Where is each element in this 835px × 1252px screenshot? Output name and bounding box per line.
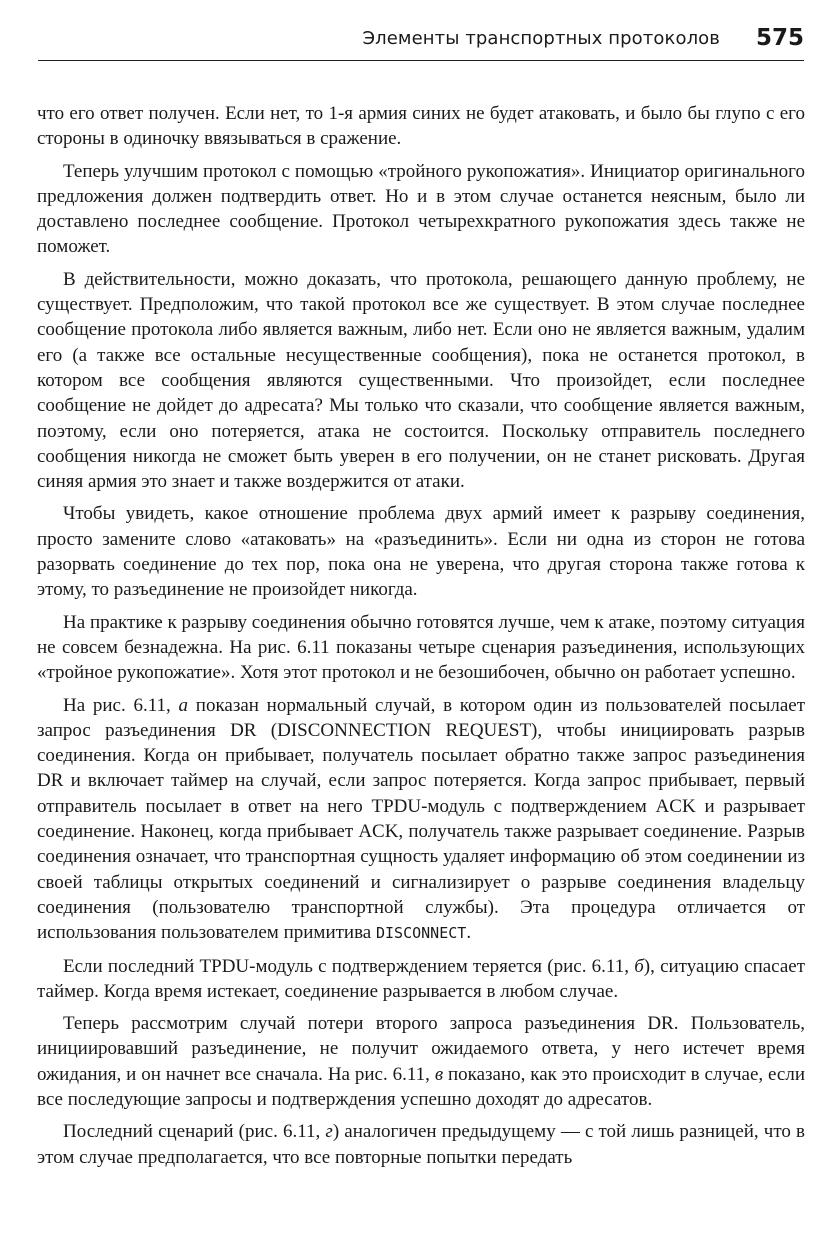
paragraph-8-start: Теперь рассмотрим случай потери второго запроса разъединения DR. Пользователь, инициировавший разъединение, не получит ожидаемого ответа, у него истечет время ожидания, и он начнет все сначала. На рис. 6.11,: [37, 1013, 805, 1085]
figure-letter-g: г: [325, 1121, 333, 1143]
body-text: [37, 101, 805, 1177]
paragraph-9-start: Последний сценарий (рис. 6.11,: [63, 1121, 321, 1143]
paragraph-3: В действительности, можно доказать, что протокола, решающего данную проблему, не существует. Предположим, что такой протокол все же существует. В этом случае последнее сообщение протокола либо является важным, либо нет. Если оно не является важным, удалим его (а также все остальные несущественные сообщения), пока не останется протокол, в котором все сообщения являются существенными. Что произойдет, если последнее сообщение не дойдет до адресата? Мы только что сказали, что сообщение является важным, поэтому, если оно потеряется, атака не состоится. Поскольку отправитель последнего сообщения никогда не сможет быть уверен в его получении, он не станет рисковать. Другая синяя армия это знает и также воздержится от атаки.: [37, 268, 805, 493]
figure-letter-v: в: [434, 1063, 444, 1085]
primitive-name: DISCONNECT: [376, 924, 467, 943]
paragraph-6-body: показан нормальный случай, в котором один из пользователей посылает запрос разъединения DR (DISCONNECTION REQUEST), чтобы инициировать разрыв соединения. Когда он прибывает, получатель посылает обратно также запрос разъединения DR и включает таймер на случай, если запрос потеряется. Когда запрос прибывает, первый отправитель посылает в ответ на него TPDU-модуль с подтверждением ACK и разрывает соединение. Наконец, когда прибывает ACK, получатель также разрывает соединение. Разрыв соединения означает, что транспортная сущность удаляет информацию об этом соединении из своей таблицы открытых соединений и сигнализирует о разрыве соединения владельцу соединения (пользователю транспортной службы). Эта процедура отличается от использования пользователем примитива: [37, 694, 806, 944]
paragraph-7-start: Если последний TPDU-модуль с подтверждением теряется (рис. 6.11,: [63, 955, 629, 977]
paragraph-8-end: показано, как это происходит в случае, если все последующие запросы и подтверждения успешно доходят до адресатов.: [37, 1063, 806, 1110]
paragraph-4: Чтобы увидеть, какое отношение проблема двух армий имеет к разрыву соединения, просто замените слово «атаковать» на «разъединить». Если ни одна из сторон не готова разорвать соединение до тех пор, пока она не уверена, что другая сторона также готова к этому, то разъединение не произойдет никогда.: [37, 503, 805, 601]
paragraph-5: На практике к разрыву соединения обычно готовятся лучше, чем к атаке, поэтому ситуация не совсем безнадежна. На рис. 6.11 показаны четыре сценария разъединения, использующих «тройное рукопожатие». Хотя этот протокол и не безошибочен, обычно он работает успешно.: [37, 611, 805, 684]
figure-letter-a: а: [178, 694, 189, 716]
running-title: Элементы транспортных протоколов: [362, 28, 720, 49]
paragraph-1: что его ответ получен. Если нет, то 1-я армия синих не будет атаковать, и было бы глупо с его стороны в одиночку ввязываться в сражение.: [37, 103, 805, 150]
paragraph-7-end: ), ситуацию спасает таймер. Когда время истекает, соединение разрывается в любом случае.: [37, 955, 806, 1002]
paragraph-6: [37, 693, 805, 947]
page-number: 575: [755, 25, 804, 51]
paragraph-2: Теперь улучшим протокол с помощью «тройного рукопожатия». Инициатор оригинального предложения должен подтвердить ответ. Но и в этом случае останется неясным, было ли доставлено последнее сообщение. Протокол четырехкратного рукопожатия здесь также не поможет.: [37, 160, 805, 258]
figure-letter-b: б: [634, 955, 644, 977]
paragraph-9: [37, 1119, 805, 1170]
paragraph-8: [37, 1011, 805, 1112]
paragraph-6-start: На рис. 6.11,: [63, 694, 171, 716]
paragraph-6-end: .: [466, 922, 472, 944]
paragraph-7: [37, 954, 805, 1005]
page-header: [38, 24, 804, 61]
paragraph-9-end: ) аналогичен предыдущему — с той лишь разницей, что в этом случае предполагается, что все повторные попытки передать: [37, 1121, 805, 1168]
